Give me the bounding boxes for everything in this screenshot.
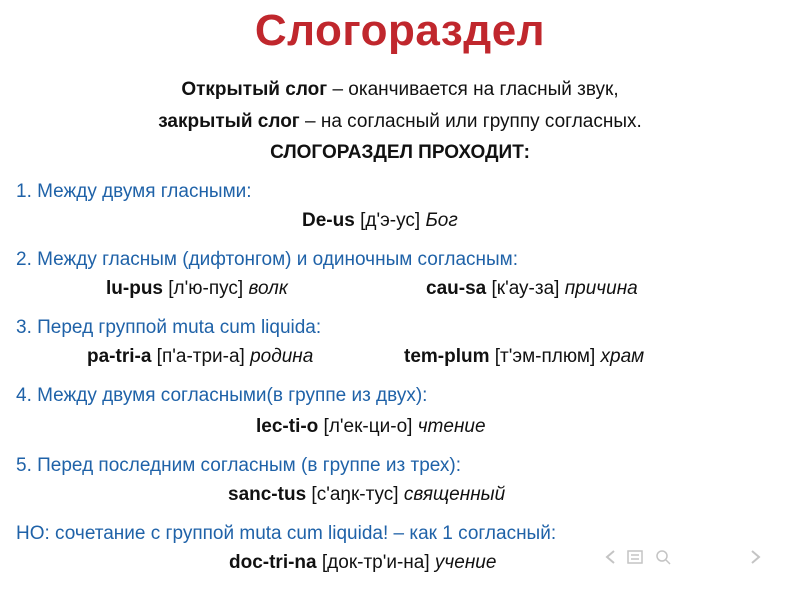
slide-menu-icon[interactable]	[628, 551, 642, 563]
example-transcription: [док-тр'и-на]	[316, 552, 435, 573]
example-translation: чтение	[417, 416, 486, 437]
example-word: pa-tri-a	[87, 346, 152, 367]
exception-example	[229, 552, 496, 574]
example-word: cau-sa	[426, 278, 487, 299]
rule-3-example-2	[404, 346, 644, 368]
example-word: tem-plum	[404, 346, 490, 367]
open-syllable-term: Открытый слог	[181, 79, 328, 100]
example-translation: родина	[250, 346, 314, 367]
zoom-icon[interactable]	[657, 551, 670, 564]
example-translation: причина	[564, 278, 638, 299]
example-transcription: [л'ю-пус]	[163, 278, 249, 299]
rule-4-label: 4. Между двумя согласными(в группе из двух):	[16, 385, 428, 406]
example-word: sanc-tus	[228, 484, 307, 505]
example-transcription: [к'ау-за]	[486, 278, 565, 299]
intro-closed-syllable	[0, 109, 800, 135]
example-translation: Бог	[425, 210, 458, 231]
intro-heading: СЛОГОРАЗДЕЛ ПРОХОДИТ:	[270, 142, 530, 163]
open-syllable-definition: – оканчивается на гласный звук,	[327, 79, 619, 100]
rule-3-label: 3. Перед группой muta cum liquida:	[16, 317, 322, 338]
slide-title: Слогораздел	[254, 6, 546, 55]
rule-1-example	[302, 210, 458, 232]
example-transcription: [т'эм-плюм]	[489, 346, 601, 367]
example-word: lu-pus	[106, 278, 163, 299]
next-slide-icon[interactable]	[752, 551, 759, 563]
example-transcription: [п'а-три-а]	[151, 346, 251, 367]
example-word: De-us	[302, 210, 355, 231]
example-translation: волк	[248, 278, 288, 299]
example-translation: священный	[403, 484, 506, 505]
intro-open-syllable	[0, 77, 800, 103]
example-translation: храм	[600, 346, 645, 367]
example-transcription: [л'ек-ци-о]	[318, 416, 418, 437]
rule-1-label: 1. Между двумя гласными:	[16, 181, 252, 202]
closed-syllable-definition: – на согласный или группу согласных.	[299, 111, 642, 132]
rule-4-example	[256, 416, 486, 438]
example-translation: учение	[434, 552, 497, 573]
rule-2-example-2	[426, 278, 638, 300]
example-word: lec-ti-o	[256, 416, 319, 437]
example-transcription: [д'э-ус]	[354, 210, 426, 231]
previous-slide-icon[interactable]	[607, 551, 614, 563]
rule-2-example-1	[106, 278, 288, 300]
exception-label: НО: сочетание с группой muta cum liquida! – как 1 согласный:	[16, 523, 557, 544]
example-word: doc-tri-na	[229, 552, 317, 573]
slideshow-nav	[604, 545, 764, 569]
example-transcription: [с'аŋк-тус]	[306, 484, 404, 505]
rule-5-example	[228, 484, 505, 506]
closed-syllable-term: закрытый слог	[158, 111, 300, 132]
rule-2-label: 2. Между гласным (дифтонгом) и одиночным согласным:	[16, 249, 518, 270]
rule-5-label: 5. Перед последним согласным (в группе из трех):	[16, 455, 462, 476]
rule-3-example-1	[87, 346, 313, 368]
